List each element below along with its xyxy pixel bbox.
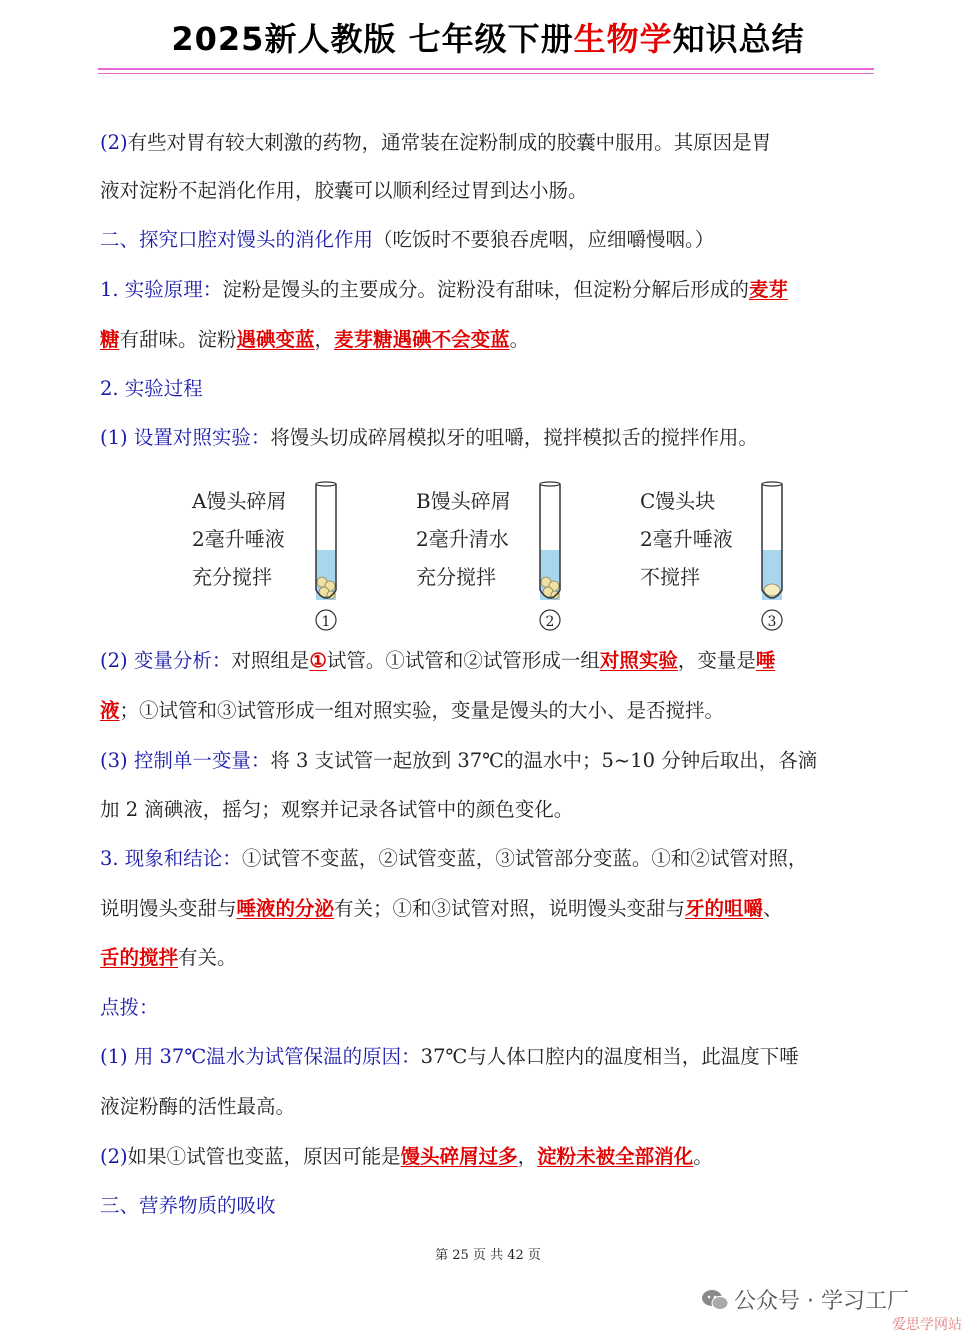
heading: 二、探究口腔对馒头的消化作用 (100, 228, 374, 251)
item-number: (2) (100, 131, 128, 154)
tube-label: 2毫升清水 (416, 527, 509, 551)
watermark (700, 1284, 909, 1315)
key-point: 唾液的分泌 (236, 897, 335, 920)
key-point: 麦芽 (748, 278, 788, 301)
text: 将馒头切成碎屑模拟牙的咀嚼，搅拌模拟舌的搅拌作用。 (270, 426, 758, 449)
key-point: 麦芽糖遇碘不会变蓝 (334, 328, 510, 351)
title-divider (98, 68, 874, 70)
tube-3 (640, 482, 782, 630)
text: 淀粉是馒头的主要成分。淀粉没有甜味，但淀粉分解后形成的 (222, 278, 749, 301)
text: 。 (693, 1145, 713, 1168)
text-line (100, 698, 876, 724)
text: ， (517, 1145, 538, 1168)
text: ，变量是 (677, 649, 756, 672)
tube-label: 不搅拌 (640, 565, 700, 589)
text-line (100, 748, 876, 774)
key-point: 牙的咀嚼 (685, 897, 764, 920)
key-point: ① (309, 649, 327, 672)
section-heading (100, 1193, 876, 1219)
title-part: 2025新人教版 七年级下册 (171, 20, 574, 58)
heading: (1) 用 37℃温水为试管保温的原因： (100, 1045, 421, 1068)
key-point: 舌的搅拌 (100, 946, 179, 969)
text-line (100, 1144, 876, 1170)
page-number: 第 25 页 共 42 页 (435, 1248, 541, 1263)
heading: 点拨： (100, 996, 159, 1019)
text-line (100, 1094, 876, 1120)
text: 有关。 (178, 946, 237, 969)
svg-text:1: 1 (321, 614, 331, 630)
key-point: 馒头碎屑过多 (400, 1145, 518, 1168)
heading: (2) 变量分析： (100, 649, 232, 672)
key-point: 对照实验 (599, 649, 678, 672)
heading: 三、营养物质的吸收 (100, 1194, 276, 1217)
text: ， (314, 328, 335, 351)
title-part: 知识总结 (672, 20, 805, 58)
tube-label: A馒头碎屑 (192, 489, 287, 513)
text: 。 (509, 328, 530, 351)
tube-label: 2毫升唾液 (640, 527, 733, 551)
title-divider (98, 73, 874, 74)
key-point: 唾 (755, 649, 776, 672)
text-line (100, 425, 876, 451)
text: 37℃与人体口腔内的温度相当，此温度下唾 (420, 1045, 799, 1068)
section-heading (100, 376, 876, 402)
text: 对照组是 (231, 649, 310, 672)
watermark-text: 公众号 · 学习工厂 (734, 1289, 909, 1314)
page-title (0, 14, 976, 60)
svg-text:2: 2 (545, 614, 555, 630)
text: 说明馒头变甜与 (100, 897, 237, 920)
text-line (100, 896, 876, 922)
text-line (100, 130, 876, 156)
tube-label: C馒头块 (640, 489, 716, 513)
tube-label: 充分搅拌 (416, 565, 496, 589)
text: 、 (763, 897, 783, 920)
tube-label: B馒头碎屑 (416, 489, 511, 513)
key-point: 糖 (100, 328, 120, 351)
title-highlight: 生物学 (573, 20, 673, 58)
heading: 2. 实验过程 (100, 377, 203, 400)
wechat-icon (700, 1288, 730, 1312)
text: （吃饭时不要狼吞虎咽，应细嚼慢咽。） (373, 228, 715, 251)
text-line (100, 797, 876, 823)
tube-2 (416, 482, 560, 630)
key-point: 遇碘变蓝 (236, 328, 315, 351)
text-line (100, 648, 876, 674)
heading: (1) 设置对照实验： (100, 426, 271, 449)
svg-text:3: 3 (767, 614, 777, 630)
text: 如果①试管也变蓝，原因可能是 (127, 1145, 401, 1168)
heading: (3) 控制单一变量： (100, 749, 271, 772)
section-heading (100, 227, 876, 253)
text: ①试管不变蓝，②试管变蓝，③试管部分变蓝。①和②试管对照， (241, 847, 808, 870)
text-line (100, 846, 876, 872)
text: 液对淀粉不起消化作用，胶囊可以顺利经过胃到达小肠。 (100, 179, 588, 202)
text: 有些对胃有较大刺激的药物，通常装在淀粉制成的胶囊中服用。其原因是胃 (127, 131, 772, 154)
key-point: 液 (100, 699, 120, 722)
text-line (100, 327, 876, 353)
site-watermark: 爱思学网站 (892, 1317, 962, 1333)
tube-1 (191, 482, 336, 630)
text: 有甜味。淀粉 (119, 328, 237, 351)
heading: 1. 实验原理： (100, 278, 223, 301)
tube-label: 充分搅拌 (192, 565, 272, 589)
text: 试管。①试管和②试管形成一组 (326, 649, 600, 672)
text: 有关；①和③试管对照，说明馒头变甜与 (334, 897, 686, 920)
test-tube-figure (180, 478, 820, 638)
heading: 3. 现象和结论： (100, 847, 242, 870)
text-line (100, 945, 876, 971)
text-line (100, 178, 876, 204)
key-point: 淀粉未被全部消化 (537, 1145, 694, 1168)
section-heading (100, 995, 876, 1021)
text: ；①试管和③试管形成一组对照实验，变量是馒头的大小、是否搅拌。 (119, 699, 725, 722)
text-line (100, 277, 876, 303)
tube-label: 2毫升唾液 (192, 527, 285, 551)
text-line (100, 1044, 876, 1070)
item-number: (2) (100, 1145, 128, 1168)
text: 液淀粉酶的活性最高。 (100, 1095, 296, 1118)
text: 加 2 滴碘液，摇匀；观察并记录各试管中的颜色变化。 (100, 798, 574, 821)
text: 将 3 支试管一起放到 37℃的温水中；5~10 分钟后取出，各滴 (270, 749, 818, 772)
